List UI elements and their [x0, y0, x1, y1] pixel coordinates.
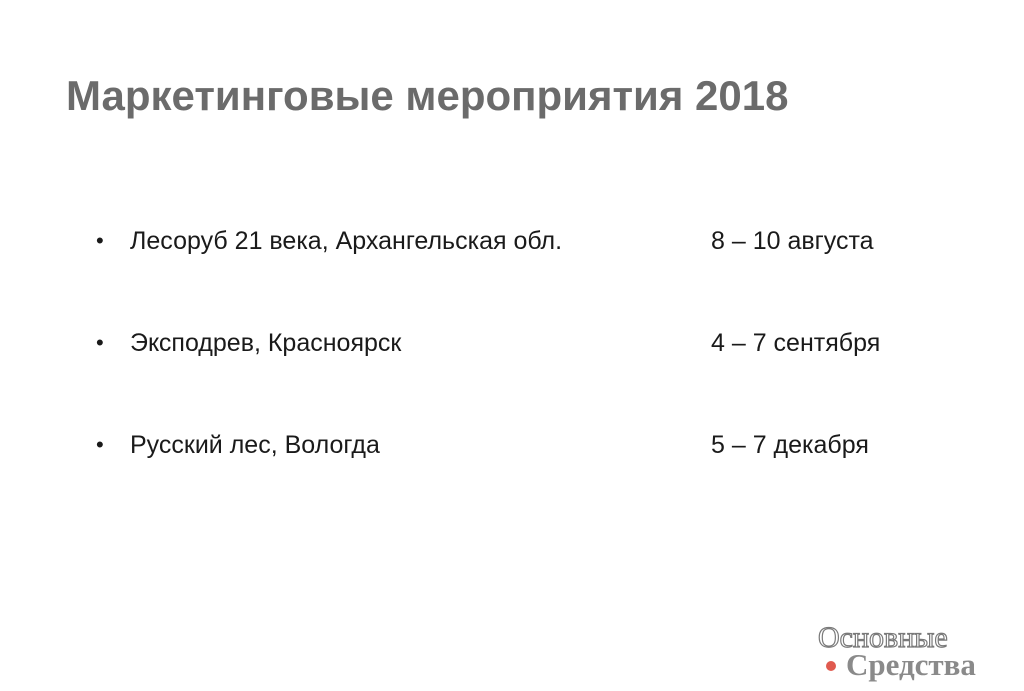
brand-logo [816, 622, 1016, 682]
event-date: 8 – 10 августа [711, 227, 874, 255]
logo-dot-icon [826, 661, 836, 671]
event-date: 4 – 7 сентября [711, 329, 881, 357]
logo-text-bottom: Средства [846, 647, 976, 682]
event-name: Лесоруб 21 века, Архангельская обл. [130, 227, 563, 255]
list-item [96, 224, 956, 326]
list-item [96, 326, 956, 428]
event-name: Экcподрев, Красноярск [130, 329, 402, 357]
event-date: 5 – 7 декабря [711, 431, 869, 459]
bullet-icon: • [96, 228, 104, 253]
events-list [96, 224, 956, 530]
list-item [96, 428, 956, 530]
event-name: Русский лес, Вологда [130, 431, 380, 459]
logo-text-top: Основные [818, 621, 948, 654]
slide-title: Маркетинговые мероприятия 2018 [66, 72, 789, 119]
bullet-icon: • [96, 432, 104, 457]
bullet-icon: • [96, 330, 104, 355]
